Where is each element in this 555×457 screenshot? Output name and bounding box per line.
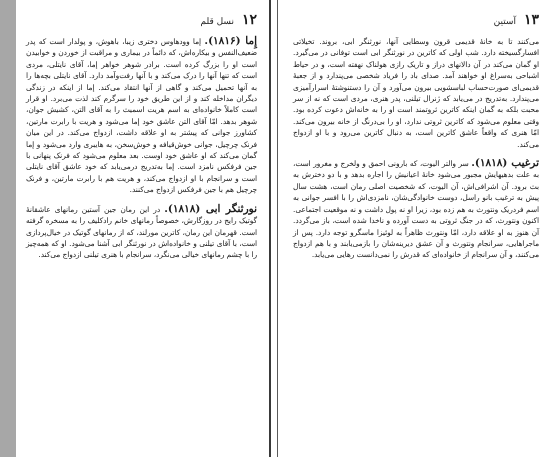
right-running-head — [293, 12, 539, 30]
entry-persuasion — [293, 158, 539, 261]
right-running-title: آستین — [493, 17, 516, 27]
left-page — [16, 0, 269, 457]
entry-emma — [26, 36, 257, 196]
entry-northanger-abbey — [26, 204, 257, 261]
entry-body: در این رمان جین آستین رمانهای عاشقانهٔ گوتیک رایج در روزگارش، خصوصاً رمانهای خانم رادکلیف را به مسخره گرفته است. قهرمان این رمان، کاترین مورلند، که از رمانهای گوتیک در خیال‌پردازی است، با آقای تیلنی و خانواده‌اش در نورثنگر ابی آشنا می‌شود. او که همه‌چیز را با چشم رمانهای خیالی می‌نگرد، سرانجام با هنری تیلنی ازدواج می‌کند. — [26, 204, 257, 260]
left-page-number: ۱۲ — [241, 12, 257, 28]
entry-northanger-continued — [293, 36, 539, 150]
left-running-title: نسل قلم — [200, 17, 234, 27]
entry-body: سر والتر الیوت، که بارونی احمق و ولخرج و مغرور است، به علت بدهیهایش مجبور می‌شود خانهٔ اعیانیش را اجاره بدهد و با دو دخترش به بث برود. آن اشرافی‌اش، آن الیوت، که شخصیت اصلی رمان است، هشت سال پیش به ترغیب بانو راسل، دوست خانوادگی‌شان، نامزدی‌اش را با افسر جوانی به اسم فردریک ونتورث به هم زده بود، زیرا او نه پول داشت و نه موقعیت اجتماعی. اکنون ونتورث، که در جنگ ثروتی به دست آورده و ناخدا شده است، باز می‌گردد. آن هنوز به او علاقه دارد، امّا ونتورث ظاهراً به لوئیزا ماسگرو توجه دارد. پس از ماجراهایی، سرانجام ونتورث و آن عشق دیرینه‌شان را بازمی‌یابند و با هم ازدواج می‌کنند، و آن سرانجام از خانواده‌ای که قدرش را نمی‌دانست رهایی می‌یابد. — [293, 159, 539, 260]
entry-title: نورثنگر ابی (۱۸۱۸). — [164, 202, 257, 215]
entry-body: إما وودهاوس دختری زیبا، باهوش، و پولدار است که پدر ضعیف‌النفس و بیکاره‌اش، که دائماً در بیماری و مراقبت از خوردن و خوابیدن است او را بزرگ کرده است. برادر شوهر خواهر إما، آقای نایتلی، مردی است که تنها آنها را درک می‌کند و با آنها رفت‌وآمد دارد. آقای نایتلی بچه‌ها را به آنها تحمیل می‌کند و گاهی از آنها انتقاد می‌کند. إما از اینکه در زندگی دیگران مداخله کند و از این طریق خود را سرگرم کند لذت می‌برد. او قرار است کاملاً خانواده‌ای به اسم هریت اسمیث را به آقای التن، کشیش جوان، شوهر بدهد. امّا آقای التن عاشق خود إما می‌شود و هریت با رابرت مارتین، کشاورز جوانی که پیشتر به او علاقه داشت، ازدواج می‌کند. در این میان فرنک چرچیل، جوانی خوش‌قیافه و خوش‌سخن، به هایبری وارد می‌شود و إما گمان می‌کند که او عاشق خود اوست. بعد معلوم می‌شود که فرنک پنهانی با جین فرفکس نامزد است. إما به‌تدریج درمی‌یابد که خود عاشق آقای نایتلی است و سرانجام با او ازدواج می‌کند، و هریت هم با رابرت مارتین، و فرنک چرچیل هم با جین فرفکس ازدواج می‌کنند. — [26, 37, 257, 195]
right-page — [283, 0, 547, 457]
left-running-head — [26, 12, 257, 30]
entry-title: ترغیب (۱۸۱۸). — [471, 157, 539, 170]
scan-margin — [0, 0, 16, 457]
right-page-number: ۱۳ — [523, 12, 539, 28]
book-spine-line — [277, 0, 278, 457]
entry-title: إِما (۱۸۱۶). — [204, 35, 257, 47]
book-spine-shadow — [269, 0, 271, 457]
entry-body: می‌کنند تا به خانهٔ قدیمی قرون وسطایی آنها، نورثنگر ابی، بروند. تخیلاتی افسارگسیخته دارد. شب اولی که کاترین در نورثنگر ابی است توفانی در می‌گیرد. او گمان می‌کند در آن دالانهای دراز و تاریک رازی هولناک نهفته است، و در حیاط اشباحی به‌سراغ او خواهند آمد. صدای باد را فریاد شخصی می‌پندارد و از جعبهٔ قدیمی‌ای صورت‌حساب لباسشویی بیرون می‌آورد و آن را دستنوشتهٔ اسرارآمیزی می‌پندارد. به‌تدریج در می‌یابد که ژنرال تیلنی، پدر هنری، مردی است که نه از سر محبت بلکه به گمان اینکه کاترین ثروتمند است او را به خانه‌اش دعوت کرده بود. وقتی معلوم می‌شود که کاترین ثروتی ندارد، او را بی‌درنگ از خانه بیرون می‌کند. امّا هنری که واقعاً عاشق کاترین است، به دنبال کاترین می‌رود و با او ازدواج می‌کند. — [293, 37, 539, 149]
